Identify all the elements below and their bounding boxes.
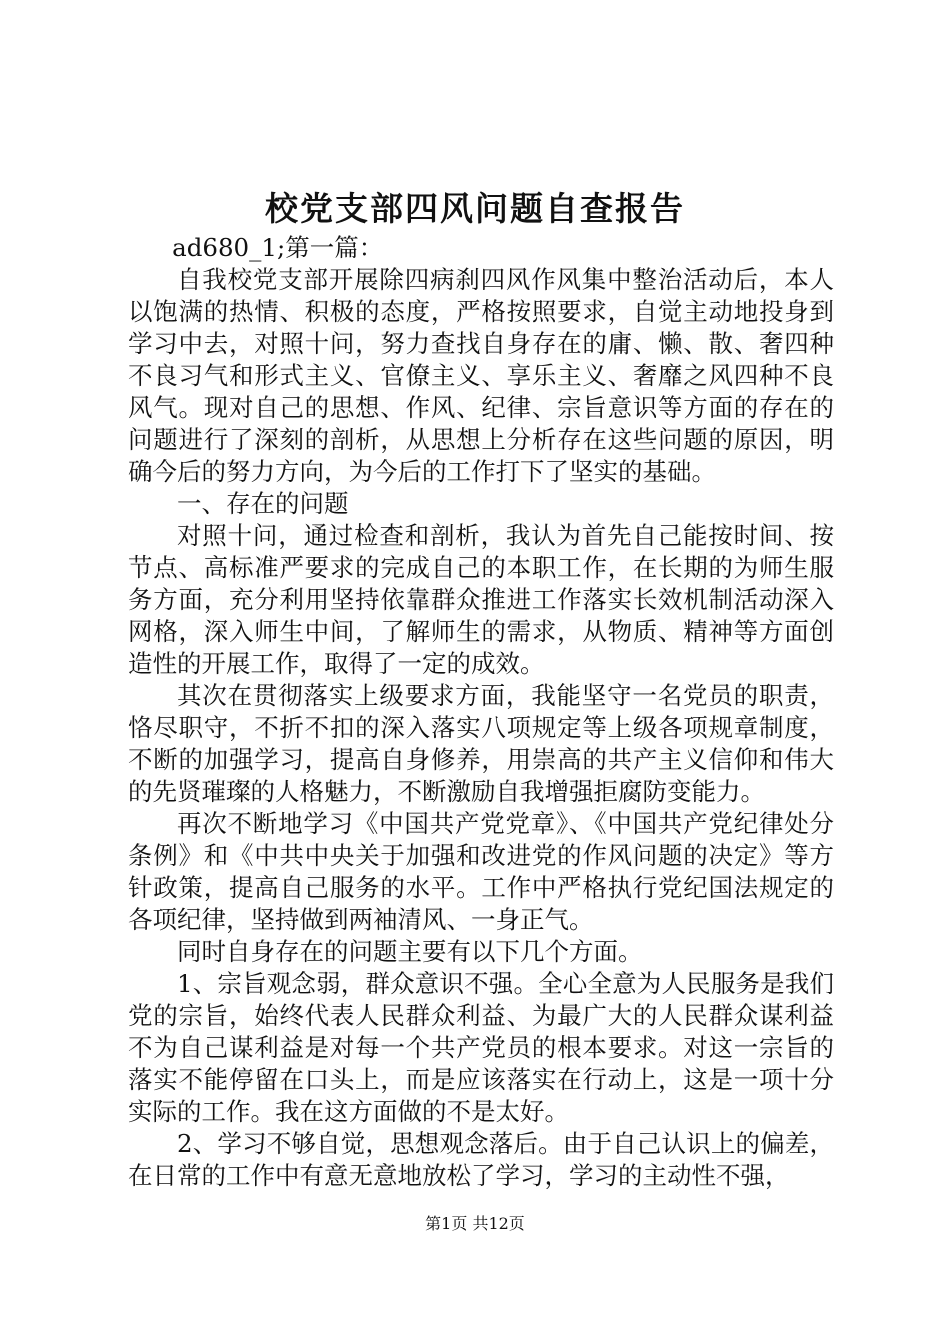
paragraph-second: 其次在贯彻落实上级要求方面，我能坚守一名党员的职责，恪尽职守，不折不扣的深入落实八项规定等上级各项规章制度，不断的加强学习，提高自身修养，用崇高的共产主义信仰和伟大的先贤璀璨的人格魅力，不断激励自我增强拒腐防变能力。 (128, 681, 834, 806)
section-heading-problems: 一、存在的问题 (177, 489, 349, 518)
document-title: 校党支部四风问题自查报告 (265, 189, 685, 228)
paragraph-third: 再次不断地学习《中国共产党党章》、《中国共产党纪律处分条例》和《中共中央关于加强和改进党的作风问题的决定》等方针政策，提高自己服务的水平。工作中严格执行党纪国法规定的各项纪律，坚持做到两袖清风、一身正气。 (128, 809, 834, 934)
paragraph-heading-first: ad680_1;第一篇： (172, 233, 384, 262)
paragraph-intro: 自我校党支部开展除四病刹四风作风集中整治活动后，本人以饱满的热情、积极的态度，严格按照要求，自觉主动地投身到学习中去，对照十问，努力查找自身存在的庸、懒、散、奢四种不良习气和形式主义、官僚主义、享乐主义、奢靡之风四种不良风气。现对自己的思想、作风、纪律、宗旨意识等方面的存在的问题进行了深刻的剖析，从思想上分析存在这些问题的原因，明确今后的努力方向，为今后的工作打下了坚实的基础。 (128, 265, 834, 486)
document-body (128, 232, 834, 1192)
paragraph-item-1: 1、宗旨观念弱，群众意识不强。全心全意为人民服务是我们党的宗旨，始终代表人民群众利益、为最广大的人民群众谋利益不为自己谋利益是对每一个共产党员的根本要求。对这一宗旨的落实不能停留在口头上，而是应该落实在行动上，这是一项十分实际的工作。我在这方面做的不是太好。 (128, 969, 834, 1126)
paragraph-item-2: 2、学习不够自觉，思想观念落后。由于自己认识上的偏差，在日常的工作中有意无意地放松了学习，学习的主动性不强， (128, 1129, 834, 1190)
paragraph-first: 对照十问，通过检查和剖析，我认为首先自己能按时间、按节点、高标准严要求的完成自己的本职工作，在长期的为师生服务方面，充分利用坚持依靠群众推进工作落实长效机制活动深入网格，深入师生中间，了解师生的需求，从物质、精神等方面创造性的开展工作，取得了一定的成效。 (128, 521, 834, 678)
page-footer: 第1页 共12页 (425, 1214, 525, 1233)
paragraph-summary: 同时自身存在的问题主要有以下几个方面。 (177, 937, 643, 966)
